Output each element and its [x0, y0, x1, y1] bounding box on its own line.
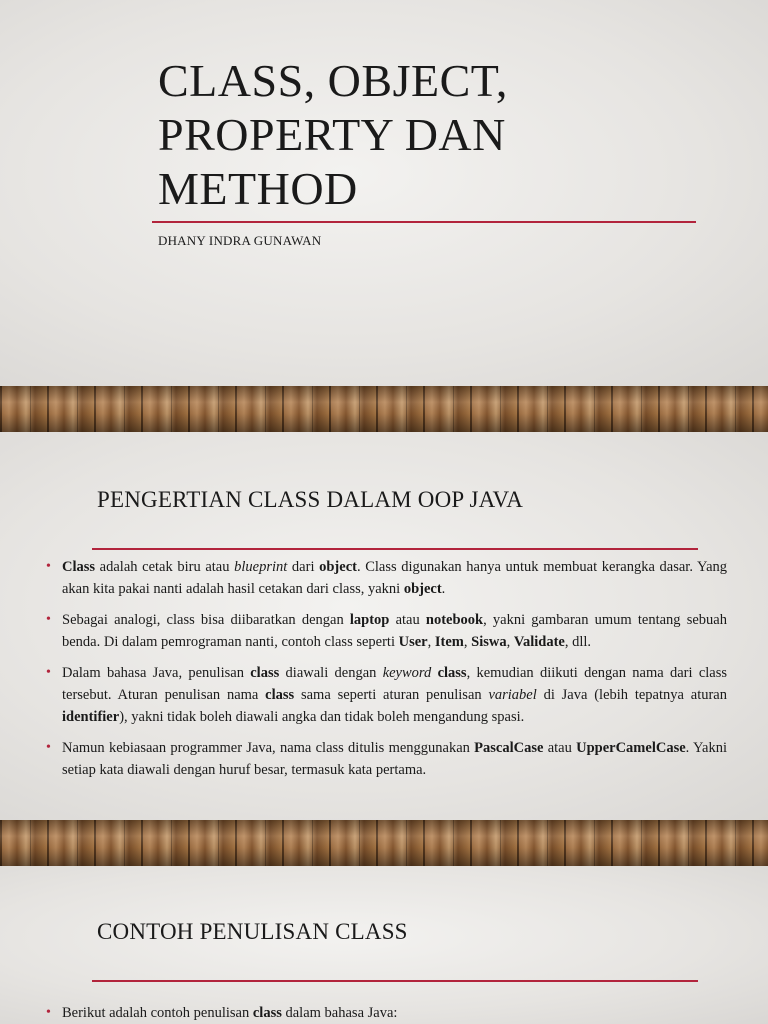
bullet-item — [52, 1002, 727, 1024]
italic-term: variabel — [488, 687, 537, 703]
italic-term: keyword — [382, 665, 432, 681]
bold-term: PascalCase — [474, 740, 544, 756]
bullet-item — [52, 556, 727, 600]
slide-heading: CONTOH PENULISAN CLASS — [97, 919, 408, 944]
bold-term: User — [398, 634, 428, 650]
text-run: Sebagai analogi, class bisa diibaratkan dengan — [62, 612, 350, 628]
author-name: DHANY INDRA GUNAWAN — [158, 233, 322, 248]
slide-contoh-class — [0, 866, 768, 1024]
text-run: adalah cetak biru atau — [95, 559, 235, 575]
title-divider — [152, 221, 696, 223]
bold-term: laptop — [349, 612, 390, 628]
bold-term: object — [319, 559, 357, 575]
slide-pengertian-class — [0, 432, 768, 820]
text-run: , yakni gambaran umum tentang sebuah benda. Di dalam pemrograman nanti, contoh class seperti — [62, 612, 727, 650]
text-run: , — [463, 634, 472, 650]
title-line-1: CLASS, OBJECT, — [158, 55, 508, 106]
bold-term: object — [403, 581, 442, 597]
bold-term: Item — [434, 634, 464, 650]
slide-heading: PENGERTIAN CLASS DALAM OOP JAVA — [97, 487, 524, 512]
bold-term: Siswa — [471, 634, 507, 650]
bold-term: Validate — [513, 634, 565, 650]
bold-term: class — [250, 665, 280, 681]
bullet-list — [52, 1002, 727, 1024]
bold-term: notebook — [425, 612, 484, 628]
bullet-list — [52, 556, 727, 790]
text-run: . Class digunakan hanya untuk membuat kerangka dasar. Yang akan kita pakai nanti adalah hasil cetakan dari class, yakni — [62, 559, 728, 597]
text-run: , kemudian diikuti dengan nama dari class tersebut. Aturan penulisan nama — [62, 665, 728, 703]
bullet-item — [52, 609, 727, 653]
text-run: atau — [389, 612, 426, 628]
text-run: , dll. — [564, 634, 592, 650]
bold-term: class — [265, 687, 295, 703]
text-run: atau — [543, 740, 577, 756]
bullet-item — [52, 662, 727, 728]
bold-term: Class — [62, 559, 96, 575]
bold-term: identifier — [62, 709, 120, 725]
wood-floor-band — [0, 820, 768, 866]
heading-divider — [92, 548, 698, 550]
text-run: Namun kebiasaan programmer Java, nama class ditulis menggunakan — [62, 740, 475, 756]
text-run: diawali dengan — [279, 665, 383, 681]
text-run: dari — [287, 559, 320, 575]
text-run: . — [441, 581, 446, 597]
text-run: sama seperti aturan penulisan — [294, 687, 489, 703]
text-run: . Yakni setiap kata diawali dengan huruf besar, termasuk kata pertama. — [62, 740, 727, 778]
bold-term: UpperCamelCase — [576, 740, 686, 756]
text-run: , — [506, 634, 514, 650]
title-line-3: METHOD — [158, 163, 358, 214]
bold-term: class — [437, 665, 467, 681]
text-run: , — [427, 634, 435, 650]
text-run: Berikut adalah contoh penulisan — [62, 1005, 253, 1021]
title-line-2: PROPERTY DAN — [158, 109, 506, 160]
slide-title — [0, 0, 768, 386]
bullet-item — [52, 737, 727, 781]
text-run: ), yakni tidak boleh diawali angka dan tidak boleh mengandung spasi. — [119, 709, 525, 725]
wood-floor-band — [0, 386, 768, 432]
text-run: Dalam bahasa Java, penulisan — [62, 665, 251, 681]
heading-divider — [92, 980, 698, 982]
presentation-title — [158, 54, 718, 216]
bold-term: class — [252, 1005, 282, 1021]
italic-term: blueprint — [234, 559, 288, 575]
text-run: dalam bahasa Java: — [281, 1005, 398, 1021]
text-run: di Java (lebih tepatnya aturan — [536, 687, 727, 703]
